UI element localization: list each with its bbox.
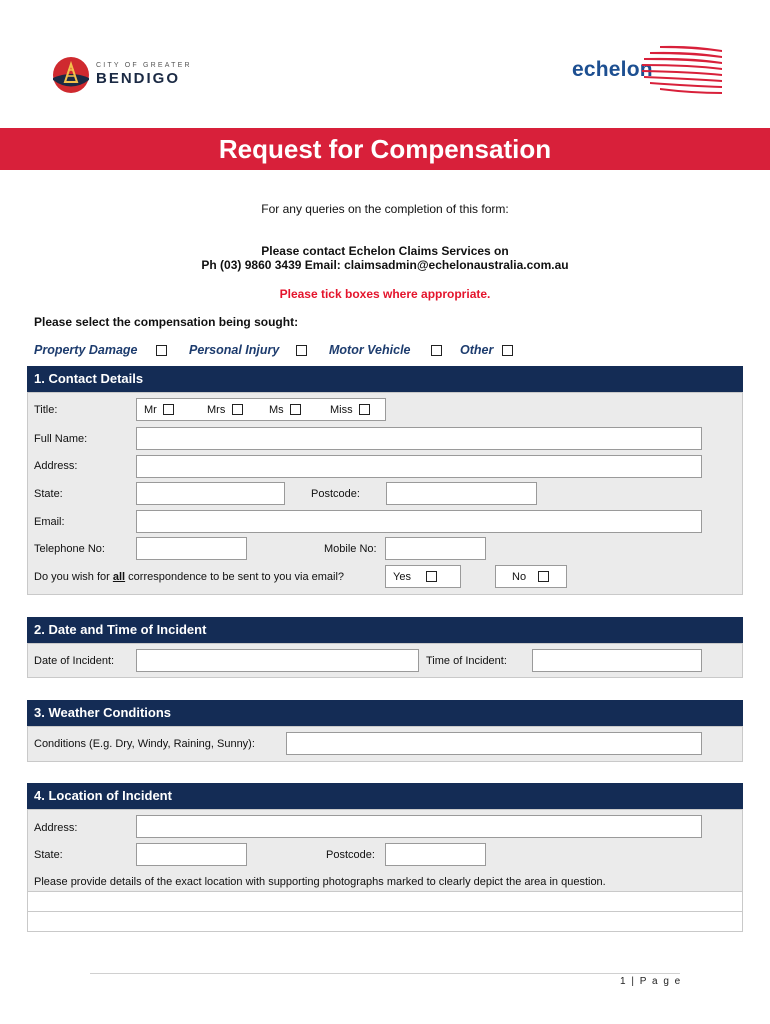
title-mr-checkbox[interactable] <box>163 404 174 415</box>
title-ms-label: Ms <box>269 404 284 416</box>
property-damage-label: Property Damage <box>34 343 138 357</box>
section-weather-body <box>27 726 743 762</box>
other-checkbox[interactable] <box>502 345 513 356</box>
email-input[interactable] <box>136 510 702 533</box>
conditions-label: Conditions (E.g. Dry, Windy, Raining, Sunny): <box>34 738 255 750</box>
state-label: State: <box>34 488 63 500</box>
yes-option-box <box>385 565 461 588</box>
title-options-box <box>136 398 386 421</box>
personal-injury-label: Personal Injury <box>189 343 280 357</box>
section-location-heading: 4. Location of Incident <box>27 783 743 809</box>
location-details-line-2[interactable] <box>27 911 743 932</box>
page-number: 1 | P a g e <box>620 976 682 987</box>
date-of-incident-input[interactable] <box>136 649 419 672</box>
no-label: No <box>512 571 527 583</box>
postcode-input[interactable] <box>386 482 537 505</box>
section-datetime-heading: 2. Date and Time of Incident <box>27 617 743 643</box>
title-mr-label: Mr <box>144 404 157 416</box>
address-label: Address: <box>34 460 78 472</box>
time-of-incident-label: Time of Incident: <box>426 655 507 667</box>
title-miss-label: Miss <box>330 404 353 416</box>
city-of-greater-bendigo-logo <box>52 54 202 94</box>
postcode-label: Postcode: <box>311 488 360 500</box>
echelon-logo <box>572 44 724 96</box>
form-title-bar: Request for Compensation <box>0 128 770 170</box>
footer-divider <box>90 973 680 974</box>
date-of-incident-label: Date of Incident: <box>34 655 115 667</box>
mobile-input[interactable] <box>385 537 486 560</box>
corr-pre-text: Do you wish for <box>34 571 113 583</box>
other-label: Other <box>460 343 494 357</box>
full-name-label: Full Name: <box>34 433 88 445</box>
personal-injury-checkbox[interactable] <box>296 345 307 356</box>
echelon-wordmark: echelon <box>572 58 653 81</box>
logo-small-text: CITY OF GREATER <box>96 62 192 69</box>
title-ms-checkbox[interactable] <box>290 404 301 415</box>
corr-all-text: all <box>112 571 126 583</box>
location-address-label: Address: <box>34 822 78 834</box>
mobile-label: Mobile No: <box>324 543 377 555</box>
location-address-input[interactable] <box>136 815 702 838</box>
time-of-incident-input[interactable] <box>532 649 702 672</box>
contact-line-2: Ph (03) 9860 3439 Email: claimsadmin@echelonaustralia.com.au <box>201 258 569 272</box>
telephone-input[interactable] <box>136 537 247 560</box>
compensation-prompt: Please select the compensation being sought: <box>34 315 299 329</box>
location-postcode-label: Postcode: <box>326 849 375 861</box>
title-mrs-label: Mrs <box>207 404 226 416</box>
state-input[interactable] <box>136 482 285 505</box>
tick-note: Please tick boxes where appropriate. <box>279 287 491 301</box>
location-postcode-input[interactable] <box>385 843 486 866</box>
section-location-body <box>27 809 743 892</box>
address-input[interactable] <box>136 455 702 478</box>
full-name-input[interactable] <box>136 427 702 450</box>
location-details-line-1[interactable] <box>27 891 743 912</box>
no-option-box <box>495 565 567 588</box>
location-state-label: State: <box>34 849 63 861</box>
email-label: Email: <box>34 516 65 528</box>
no-checkbox[interactable] <box>538 571 549 582</box>
bendigo-emblem-icon <box>52 56 90 94</box>
motor-vehicle-label: Motor Vehicle <box>329 343 411 357</box>
yes-checkbox[interactable] <box>426 571 437 582</box>
title-mrs-checkbox[interactable] <box>232 404 243 415</box>
telephone-label: Telephone No: <box>34 543 105 555</box>
section-contact-heading: 1. Contact Details <box>27 366 743 392</box>
logo-big-text: BENDIGO <box>96 70 181 87</box>
section-datetime-body <box>27 643 743 678</box>
yes-label: Yes <box>393 571 411 583</box>
location-details-label: Please provide details of the exact location with supporting photographs marked to clearly depict the area in question. <box>34 876 606 888</box>
property-damage-checkbox[interactable] <box>156 345 167 356</box>
email-correspondence-question <box>34 571 344 583</box>
corr-post-text: correspondence to be sent to you via email? <box>125 571 345 583</box>
motor-vehicle-checkbox[interactable] <box>431 345 442 356</box>
echelon-stripes-icon <box>642 44 724 96</box>
location-state-input[interactable] <box>136 843 247 866</box>
title-miss-checkbox[interactable] <box>359 404 370 415</box>
section-weather-heading: 3. Weather Conditions <box>27 700 743 726</box>
section-contact-body <box>27 392 743 595</box>
contact-line-1: Please contact Echelon Claims Services on <box>261 244 509 258</box>
title-label: Title: <box>34 404 58 416</box>
conditions-input[interactable] <box>286 732 702 755</box>
queries-text: For any queries on the completion of this form: <box>261 202 509 216</box>
